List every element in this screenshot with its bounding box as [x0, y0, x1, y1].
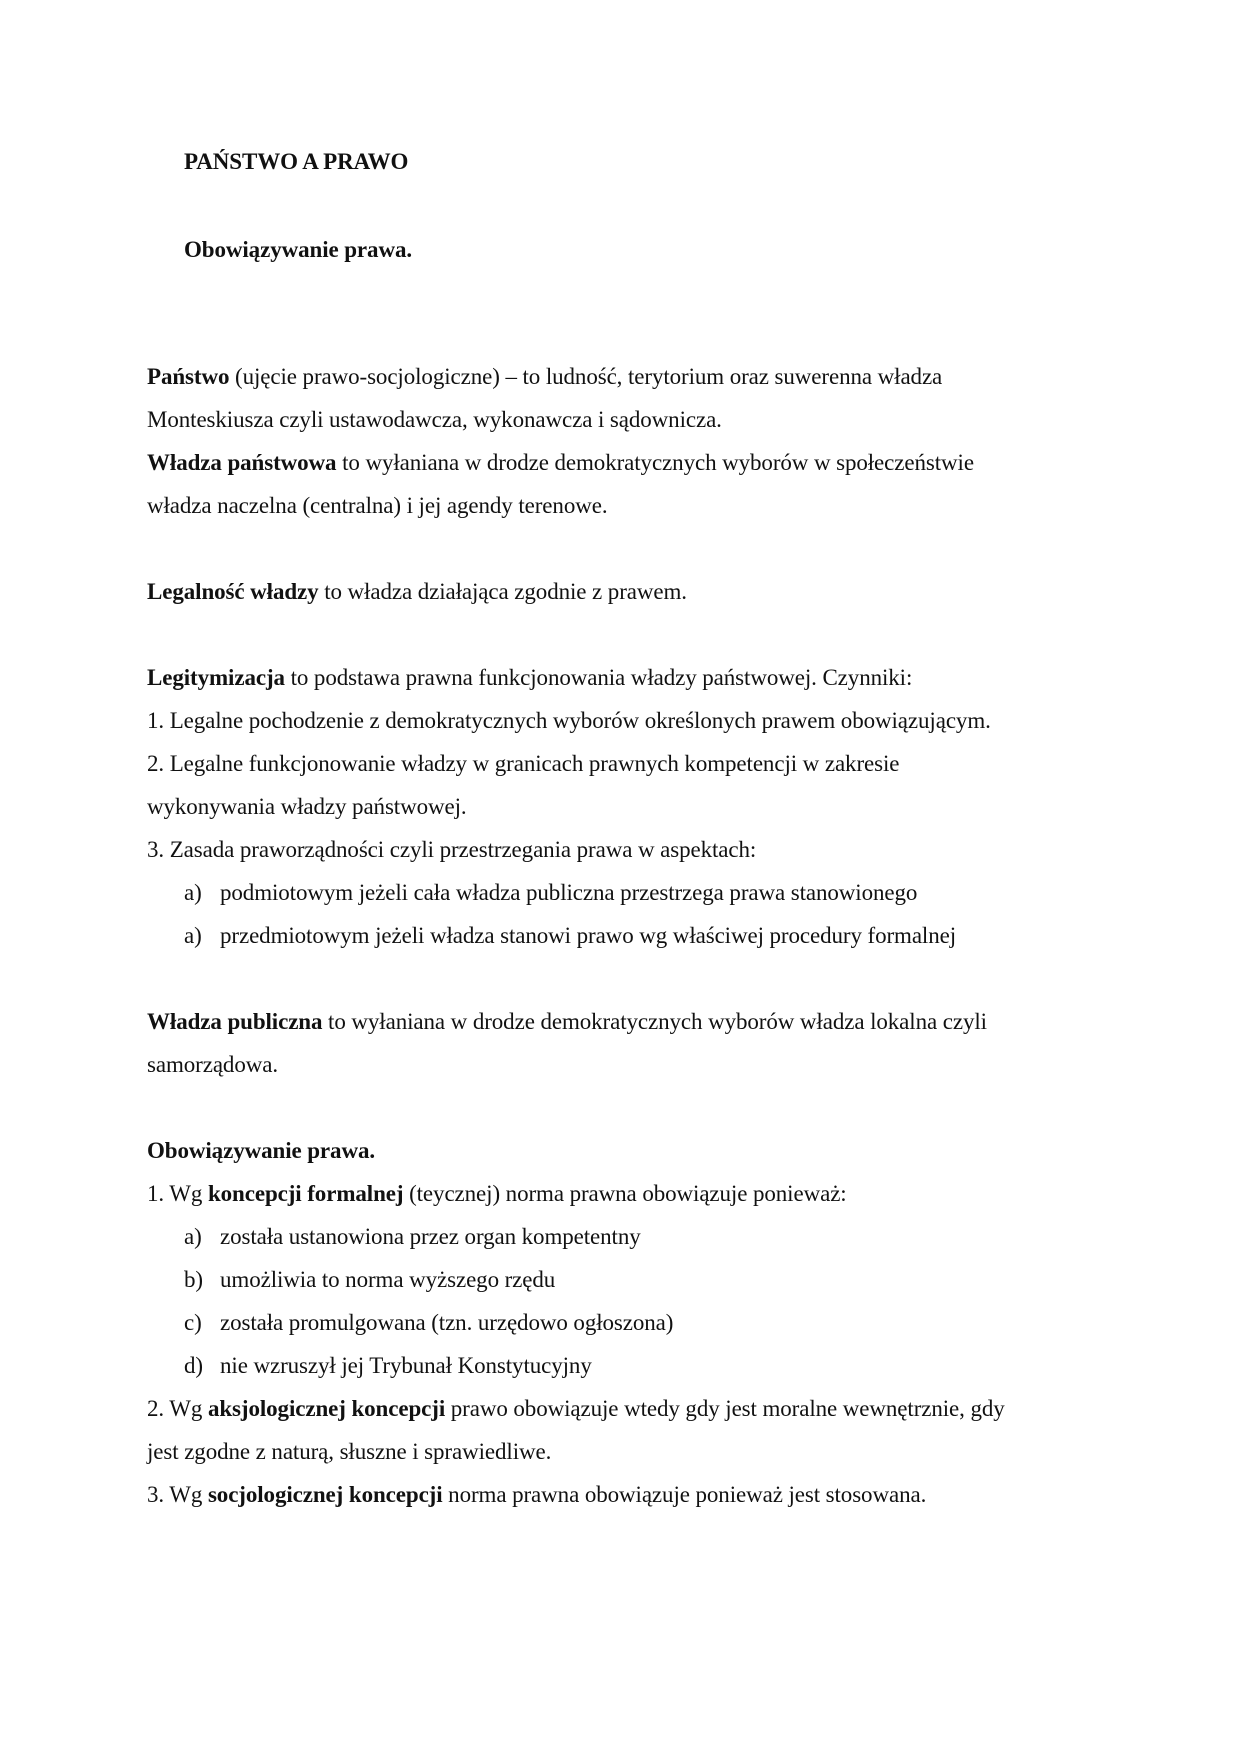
item-text: norma prawna obowiązuje ponieważ jest stosowana. [442, 1482, 927, 1507]
obowiazywanie-item-2-line1 [147, 1394, 1005, 1424]
list-item-text: podmiotowym jeżeli cała władza publiczna przestrzega prawa stanowionego [220, 880, 918, 905]
item-text: prawo obowiązuje wtedy gdy jest moralne wewnętrznie, gdy [445, 1396, 1005, 1421]
legalnosc-text: to władza działająca zgodnie z prawem. [318, 579, 687, 604]
list-item [184, 1351, 592, 1381]
wladza-publiczna-line2: samorządowa. [147, 1052, 278, 1077]
wladza-publiczna-term: Władza publiczna [147, 1009, 323, 1034]
panstwo-term: Państwo [147, 364, 230, 389]
list-item-text: nie wzruszył jej Trybunał Konstytucyjny [220, 1353, 592, 1378]
wladza-panstwowa-text: to wyłaniana w drodze demokratycznych wyborów w społeczeństwie [336, 450, 974, 475]
list-item [184, 1222, 641, 1252]
list-item [184, 1265, 555, 1295]
list-item-label: c) [184, 1310, 202, 1335]
panstwo-definition-line2: Monteskiusza czyli ustawodawcza, wykonawcza i sądownicza. [147, 407, 722, 432]
wladza-panstwowa-term: Władza państwowa [147, 450, 337, 475]
koncepcja-formalna-term: koncepcji formalnej [207, 1181, 404, 1206]
koncepcja-aksjologiczna-term: aksjologicznej koncepcji [207, 1396, 446, 1421]
document-subtitle: Obowiązywanie prawa. [184, 237, 413, 262]
legalnosc-term: Legalność władzy [147, 579, 319, 604]
item-prefix: 3. Wg [147, 1482, 208, 1507]
legitymizacja-item-2-line2: wykonywania władzy państwowej. [147, 794, 467, 819]
item-prefix: 2. Wg [147, 1396, 208, 1421]
legitymizacja-term: Legitymizacja [147, 665, 285, 690]
wladza-publiczna-text: to wyłaniana w drodze demokratycznych wyborów władza lokalna czyli [322, 1009, 987, 1034]
list-item-label: a) [184, 923, 202, 948]
obowiazywanie-item-3 [147, 1480, 926, 1510]
legitymizacja-text: to podstawa prawna funkcjonowania władzy państwowej. Czynniki: [284, 665, 913, 690]
list-item-label: a) [184, 880, 202, 905]
document-title: PAŃSTWO A PRAWO [184, 149, 409, 174]
wladza-panstwowa-line1 [147, 448, 974, 478]
list-item-text: przedmiotowym jeżeli władza stanowi prawo wg właściwej procedury formalnej [220, 923, 957, 948]
wladza-panstwowa-line2: władza naczelna (centralna) i jej agendy terenowe. [147, 493, 608, 518]
list-item [184, 878, 917, 908]
list-item-text: została ustanowiona przez organ kompetentny [220, 1224, 641, 1249]
legitymizacja-item-1: 1. Legalne pochodzenie z demokratycznych wyborów określonych prawem obowiązującym. [147, 708, 991, 733]
panstwo-definition-line1 [147, 362, 942, 392]
list-item-label: b) [184, 1267, 203, 1292]
legitymizacja-line [147, 663, 912, 693]
legalnosc-line [147, 577, 687, 607]
obowiazywanie-item-1 [147, 1179, 847, 1209]
item-text: (teycznej) norma prawna obowiązuje ponieważ: [403, 1181, 847, 1206]
list-item-text: umożliwia to norma wyższego rzędu [220, 1267, 556, 1292]
list-item-label: a) [184, 1224, 202, 1249]
list-item [184, 1308, 673, 1338]
list-item-text: została promulgowana (tzn. urzędowo ogłoszona) [220, 1310, 674, 1335]
obowiazywanie-heading: Obowiązywanie prawa. [147, 1138, 376, 1163]
panstwo-text: (ujęcie prawo-socjologiczne) – to ludność, terytorium oraz suwerenna władza [229, 364, 943, 389]
legitymizacja-item-2-line1: 2. Legalne funkcjonowanie władzy w granicach prawnych kompetencji w zakresie [147, 751, 900, 776]
list-item-label: d) [184, 1353, 203, 1378]
legitymizacja-item-3: 3. Zasada praworządności czyli przestrzegania prawa w aspektach: [147, 837, 757, 862]
obowiazywanie-item-2-line2: jest zgodne z naturą, słuszne i sprawiedliwe. [147, 1439, 552, 1464]
list-item [184, 921, 956, 951]
wladza-publiczna-line1 [147, 1007, 987, 1037]
koncepcja-socjologiczna-term: socjologicznej koncepcji [207, 1482, 443, 1507]
item-prefix: 1. Wg [147, 1181, 208, 1206]
